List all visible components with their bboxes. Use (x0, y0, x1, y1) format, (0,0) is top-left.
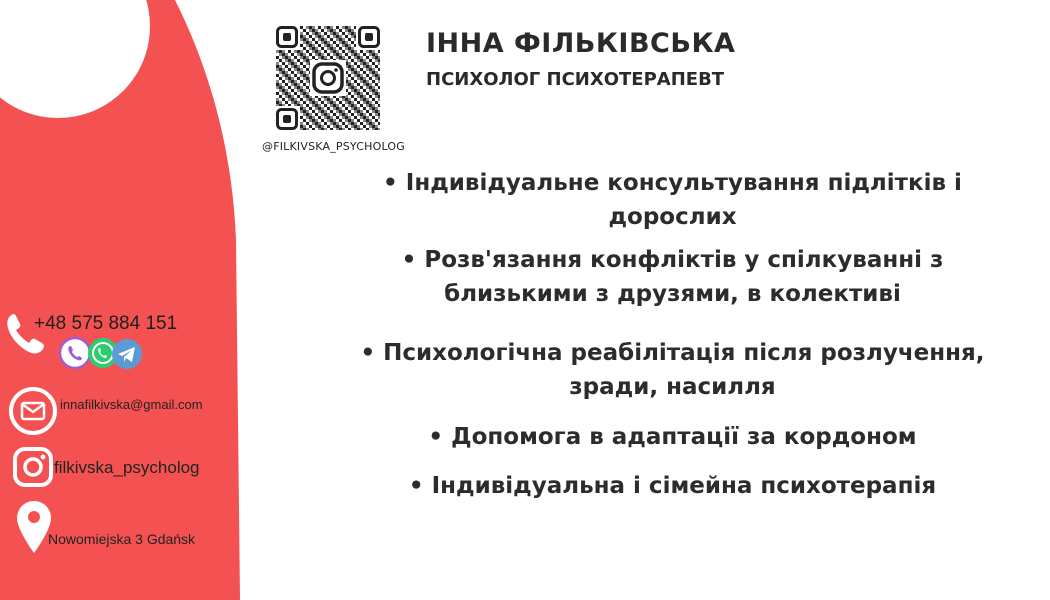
address[interactable]: Nowomiejska 3 Gdańsk (48, 531, 196, 547)
qr-code[interactable] (276, 26, 380, 130)
person-name: ІННА ФІЛЬКІВСЬКА (426, 28, 736, 59)
instagram-handle[interactable]: filkivska_psycholog (54, 458, 200, 477)
telegram-icon[interactable] (110, 337, 144, 371)
service-item: • Психологічна реабілітація після розлучення, зради, насилля (360, 340, 985, 400)
service-item: • Індивідуальна і сімейна психотерапія (408, 473, 937, 499)
phone-number[interactable]: +48 575 884 151 (34, 313, 178, 334)
qr-caption: @FILKIVSKA_PSYCHOLOG (262, 140, 405, 153)
profession-title: ПСИХОЛОГ ПСИХОТЕРАПЕВТ (426, 69, 725, 90)
service-item: • Розв'язання конфліктів у спілкуванні з близькими з друзями, в колективі (401, 247, 944, 307)
instagram-icon (12, 446, 54, 488)
service-item: • Допомога в адаптації за кордоном (428, 424, 917, 450)
service-item: • Індивідуальне консультування підлітків і дорослих (383, 170, 962, 230)
email-address[interactable]: innafilkivska@gmail.com (60, 397, 203, 412)
email-icon (7, 385, 59, 437)
